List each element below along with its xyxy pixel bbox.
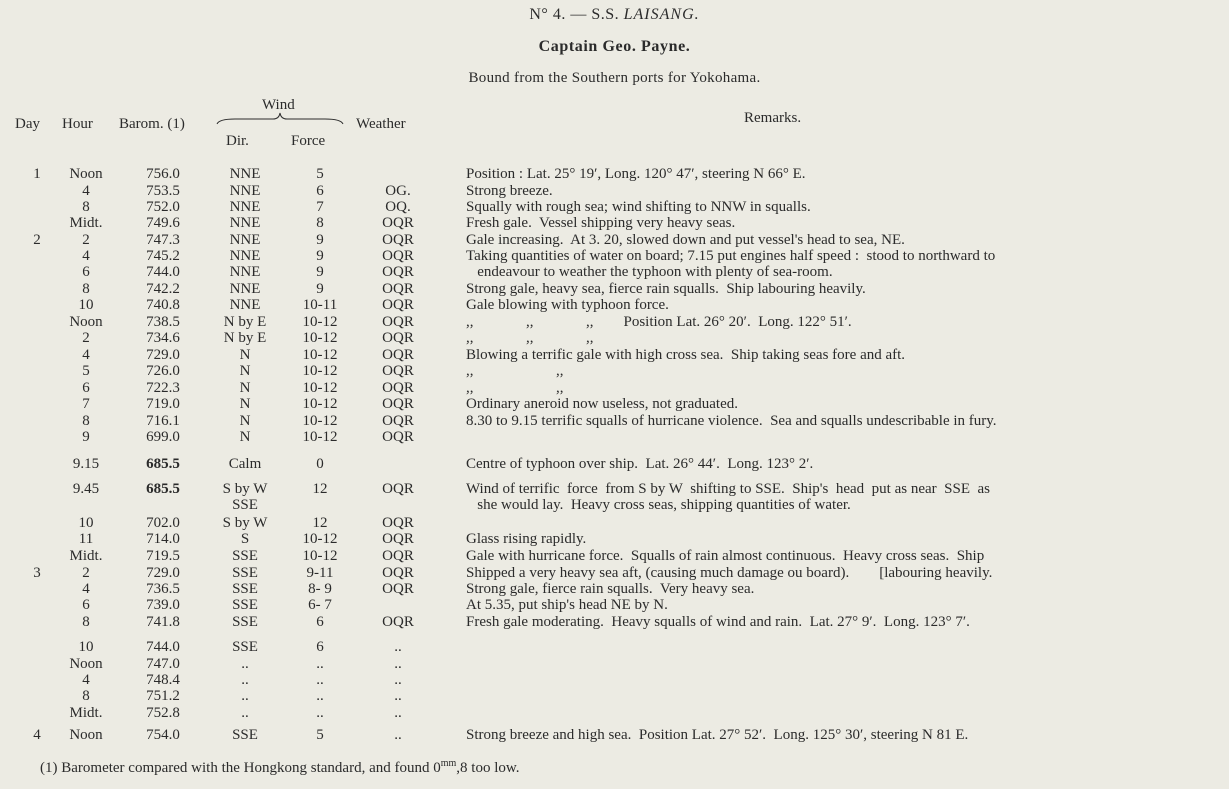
cell-remarks: Taking quantities of water on board; 7.15 put engines half speed : stood to northward to [466, 248, 996, 264]
cell-barom: 734.6 [146, 330, 180, 346]
cell-hour: 6 [82, 597, 90, 613]
cell-dir: NNE [229, 215, 261, 231]
cell-hour: 2 [82, 232, 90, 248]
cell-dir: S by W [222, 481, 268, 497]
cell-weather: OQR [382, 481, 414, 497]
cell-force: 6 [316, 183, 324, 199]
cell-barom: 747.0 [146, 656, 180, 672]
cell-dir: NNE [229, 281, 261, 297]
route-line: Bound from the Southern ports for Yokohama. [468, 70, 761, 86]
table-row [0, 640, 1229, 655]
cell-hour: 9.15 [72, 456, 100, 472]
cell-hour: 2 [82, 565, 90, 581]
cell-weather: OQR [382, 363, 414, 379]
cell-dir: S [240, 531, 250, 547]
cell-weather: .. [394, 656, 402, 672]
cell-weather: .. [394, 688, 402, 704]
cell-hour: 7 [82, 396, 90, 412]
col-header-weather: Weather [356, 116, 406, 132]
cell-remarks: Gale with hurricane force. Squalls of rain almost continuous. Heavy cross seas. Ship [466, 548, 985, 564]
cell-weather: OQR [382, 614, 414, 630]
footnote [40, 758, 520, 777]
cell-weather: .. [394, 727, 402, 743]
cell-remarks: Shipped a very heavy sea aft, (causing much damage ou board). [labouring heavily. [466, 565, 993, 581]
cell-force: 10-12 [302, 347, 338, 363]
cell-barom: 754.0 [146, 727, 180, 743]
cell-barom: 714.0 [146, 531, 180, 547]
cell-remarks: ,, ,, ,, [466, 330, 594, 346]
cell-hour: 11 [78, 531, 94, 547]
cell-remarks: she would lay. Heavy cross seas, shipping quantities of water. [466, 497, 851, 513]
cell-hour: 9.45 [72, 481, 100, 497]
cell-barom: 699.0 [146, 429, 180, 445]
cell-force: 9 [316, 264, 324, 280]
cell-dir: SSE [232, 565, 258, 581]
cell-weather: OQR [382, 314, 414, 330]
cell-force: 12 [312, 515, 328, 531]
col-header-barom: Barom. (1) [119, 116, 185, 132]
table-row [0, 397, 1229, 412]
cell-remarks: ,, ,, [466, 380, 564, 396]
cell-barom: 745.2 [146, 248, 180, 264]
cell-remarks: Gale increasing. At 3. 20, slowed down and put vessel's head to sea, NE. [466, 232, 905, 248]
cell-remarks: Squally with rough sea; wind shifting to NNW in squalls. [466, 199, 811, 215]
wind-brace-icon [215, 111, 345, 125]
cell-force: .. [316, 688, 324, 704]
cell-hour: Noon [69, 166, 103, 182]
cell-weather: OQR [382, 548, 414, 564]
cell-force: 0 [316, 456, 324, 472]
table-row [0, 657, 1229, 672]
cell-remarks: Glass rising rapidly. [466, 531, 587, 547]
cell-force: .. [316, 656, 324, 672]
cell-dir: SSE [232, 614, 258, 630]
cell-hour: Noon [69, 727, 103, 743]
cell-force: 9 [316, 248, 324, 264]
table-row [0, 348, 1229, 363]
col-header-dir: Dir. [226, 133, 249, 149]
cell-barom: 738.5 [146, 314, 180, 330]
cell-dir: SSE [232, 581, 258, 597]
cell-weather: OQR [382, 413, 414, 429]
cell-weather: OQR [382, 264, 414, 280]
cell-hour: 4 [82, 183, 90, 199]
cell-barom: 719.5 [146, 548, 180, 564]
cell-dir: .. [241, 672, 249, 688]
cell-day: 3 [33, 565, 41, 581]
cell-force: 6- 7 [308, 597, 332, 613]
cell-barom: 716.1 [146, 413, 180, 429]
table-row [0, 282, 1229, 297]
table-row [0, 315, 1229, 330]
cell-dir: .. [241, 688, 249, 704]
table-row [0, 582, 1229, 597]
cell-hour: 4 [82, 248, 90, 264]
cell-remarks: Fresh gale. Vessel shipping very heavy seas. [466, 215, 736, 231]
cell-weather: OQR [382, 248, 414, 264]
table-row [0, 331, 1229, 346]
cell-remarks: Position : Lat. 25° 19′, Long. 120° 47′, steering N 66° E. [466, 166, 806, 182]
table-row [0, 516, 1229, 531]
footnote-unit: mm [440, 758, 457, 769]
cell-weather: OQR [382, 531, 414, 547]
table-row [0, 430, 1229, 445]
cell-weather: .. [394, 672, 402, 688]
col-header-wind: Wind [262, 97, 295, 113]
table-row [0, 706, 1229, 721]
cell-force: 10-12 [302, 330, 338, 346]
cell-dir: SSE [232, 497, 258, 513]
table-row [0, 381, 1229, 396]
footnote-text: (1) Barometer compared with the Hongkong standard, and found 0 [40, 760, 441, 776]
cell-weather: OQR [382, 515, 414, 531]
cell-remarks: Strong gale, heavy sea, fierce rain squalls. Ship labouring heavily. [466, 281, 866, 297]
cell-remarks: Gale blowing with typhoon force. [466, 297, 669, 313]
cell-barom: 756.0 [146, 166, 180, 182]
cell-barom: 740.8 [146, 297, 180, 313]
cell-hour: Midt. [69, 548, 103, 564]
cell-dir: N [239, 380, 251, 396]
cell-hour: 8 [82, 281, 90, 297]
cell-weather: OQR [382, 565, 414, 581]
cell-force: 9 [316, 232, 324, 248]
cell-barom: 729.0 [146, 565, 180, 581]
cell-hour: 8 [82, 614, 90, 630]
cell-remarks: Blowing a terrific gale with high cross sea. Ship taking seas fore and aft. [466, 347, 906, 363]
cell-remarks: Ordinary aneroid now useless, not graduated. [466, 396, 739, 412]
cell-barom: 722.3 [146, 380, 180, 396]
table-row [0, 184, 1229, 199]
table-row [0, 615, 1229, 630]
cell-barom: 753.5 [146, 183, 180, 199]
cell-dir: N [239, 396, 251, 412]
cell-weather: OQR [382, 281, 414, 297]
cell-weather: OQ. [385, 199, 411, 215]
cell-force: 9-11 [306, 565, 334, 581]
ship-number-title [0, 6, 1229, 24]
cell-barom: 744.0 [146, 639, 180, 655]
cell-dir: N [239, 363, 251, 379]
cell-barom: 748.4 [146, 672, 180, 688]
cell-dir: S by W [222, 515, 268, 531]
cell-hour: 8 [82, 413, 90, 429]
cell-barom: 747.3 [146, 232, 180, 248]
cell-hour: 10 [78, 515, 94, 531]
footnote-end: ,8 too low. [456, 760, 520, 776]
cell-barom: 719.0 [146, 396, 180, 412]
table-row [0, 728, 1229, 743]
cell-barom: 749.6 [146, 215, 180, 231]
table-row [0, 298, 1229, 313]
cell-force: 10-12 [302, 531, 338, 547]
cell-weather: OQR [382, 396, 414, 412]
cell-weather: OQR [382, 581, 414, 597]
cell-hour: 6 [82, 380, 90, 396]
cell-dir: N by E [223, 330, 267, 346]
cell-hour: 9 [82, 429, 90, 445]
cell-barom: 751.2 [146, 688, 180, 704]
cell-force: 10-12 [302, 314, 338, 330]
cell-hour: Noon [69, 656, 103, 672]
cell-hour: 4 [82, 672, 90, 688]
table-row [0, 414, 1229, 429]
table-row [0, 566, 1229, 581]
cell-force: 8 [316, 215, 324, 231]
cell-hour: 8 [82, 199, 90, 215]
cell-day: 1 [33, 166, 41, 182]
cell-force: 5 [316, 166, 324, 182]
ship-number: N° 4. — S.S. [529, 6, 620, 23]
col-header-force: Force [291, 133, 326, 149]
table-row [0, 532, 1229, 547]
table-row [0, 233, 1229, 248]
cell-force: 10-12 [302, 380, 338, 396]
cell-remarks: endeavour to weather the typhoon with plenty of sea-room. [466, 264, 833, 280]
cell-barom: 741.8 [146, 614, 180, 630]
cell-barom: 736.5 [146, 581, 180, 597]
cell-force: 10-11 [302, 297, 338, 313]
cell-remarks: Strong breeze and high sea. Position Lat. 27° 52′. Long. 125° 30′, steering N 81 E. [466, 727, 969, 743]
table-row [0, 200, 1229, 215]
table-row [0, 364, 1229, 379]
table-row [0, 498, 1229, 513]
cell-barom: 739.0 [146, 597, 180, 613]
cell-barom: 742.2 [146, 281, 180, 297]
table-row [0, 482, 1229, 497]
cell-remarks: ,, ,, ,, Position Lat. 26° 20′. Long. 122° 51′. [466, 314, 852, 330]
cell-weather: OG. [385, 183, 411, 199]
cell-dir: NNE [229, 199, 261, 215]
cell-barom: 752.0 [146, 199, 180, 215]
cell-barom: 752.8 [146, 705, 180, 721]
cell-force: 7 [316, 199, 324, 215]
cell-remarks: Strong breeze. [466, 183, 553, 199]
cell-barom: 744.0 [146, 264, 180, 280]
cell-remarks: Wind of terrific force from S by W shifting to SSE. Ship's head put as near SSE as [466, 481, 990, 497]
cell-force: 10-12 [302, 548, 338, 564]
cell-barom: 702.0 [146, 515, 180, 531]
cell-force: 10-12 [302, 429, 338, 445]
cell-dir: SSE [232, 548, 258, 564]
cell-dir: NNE [229, 183, 261, 199]
cell-weather: .. [394, 639, 402, 655]
cell-day: 4 [33, 727, 41, 743]
cell-force: 10-12 [302, 396, 338, 412]
cell-weather: OQR [382, 330, 414, 346]
cell-hour: Midt. [69, 215, 103, 231]
table-row [0, 598, 1229, 613]
cell-dir: SSE [232, 727, 258, 743]
col-header-hour: Hour [62, 116, 93, 132]
cell-force: 6 [316, 639, 324, 655]
cell-dir: .. [241, 656, 249, 672]
cell-weather: OQR [382, 232, 414, 248]
cell-barom: 685.5 [146, 456, 180, 472]
table-row [0, 457, 1229, 472]
col-header-day: Day [15, 116, 40, 132]
cell-dir: NNE [229, 297, 261, 313]
cell-weather: OQR [382, 429, 414, 445]
table-row [0, 216, 1229, 231]
cell-remarks: Centre of typhoon over ship. Lat. 26° 44′. Long. 123° 2′. [466, 456, 814, 472]
cell-remarks: At 5.35, put ship's head NE by N. [466, 597, 668, 613]
cell-force: 5 [316, 727, 324, 743]
cell-barom: 685.5 [146, 481, 180, 497]
cell-dir: .. [241, 705, 249, 721]
cell-weather: .. [394, 705, 402, 721]
cell-force: 12 [312, 481, 328, 497]
table-row [0, 265, 1229, 280]
cell-hour: 4 [82, 581, 90, 597]
cell-force: 10-12 [302, 363, 338, 379]
cell-remarks: ,, ,, [466, 363, 564, 379]
cell-barom: 726.0 [146, 363, 180, 379]
cell-remarks: 8.30 to 9.15 terrific squalls of hurricane violence. Sea and squalls undescribable in fury. [466, 413, 997, 429]
cell-hour: Noon [69, 314, 103, 330]
cell-dir: NNE [229, 232, 261, 248]
cell-remarks: Strong gale, fierce rain squalls. Very heavy sea. [466, 581, 755, 597]
cell-dir: N [239, 413, 251, 429]
cell-dir: N [239, 347, 251, 363]
ship-name: LAISANG. [623, 6, 700, 23]
table-row [0, 689, 1229, 704]
cell-hour: 5 [82, 363, 90, 379]
cell-weather: OQR [382, 380, 414, 396]
cell-weather: OQR [382, 215, 414, 231]
cell-hour: 4 [82, 347, 90, 363]
cell-dir: NNE [229, 166, 261, 182]
cell-dir: NNE [229, 248, 261, 264]
cell-hour: 6 [82, 264, 90, 280]
cell-barom: 729.0 [146, 347, 180, 363]
cell-dir: N by E [223, 314, 267, 330]
cell-force: 9 [316, 281, 324, 297]
cell-dir: NNE [229, 264, 261, 280]
col-header-remarks: Remarks. [744, 110, 802, 126]
table-row [0, 249, 1229, 264]
cell-weather: OQR [382, 297, 414, 313]
cell-force: 6 [316, 614, 324, 630]
cell-hour: Midt. [69, 705, 103, 721]
cell-dir: SSE [232, 639, 258, 655]
table-row [0, 673, 1229, 688]
cell-day: 2 [33, 232, 41, 248]
cell-dir: N [239, 429, 251, 445]
cell-hour: 10 [78, 297, 94, 313]
cell-dir: SSE [232, 597, 258, 613]
captain-line: Captain Geo. Payne. [538, 38, 691, 55]
cell-force: .. [316, 672, 324, 688]
cell-force: 10-12 [302, 413, 338, 429]
cell-dir: Calm [228, 456, 262, 472]
table-row [0, 167, 1229, 182]
cell-hour: 2 [82, 330, 90, 346]
cell-force: .. [316, 705, 324, 721]
cell-weather: OQR [382, 347, 414, 363]
cell-force: 8- 9 [308, 581, 332, 597]
cell-hour: 10 [78, 639, 94, 655]
cell-remarks: Fresh gale moderating. Heavy squalls of wind and rain. Lat. 27° 9′. Long. 123° 7′. [466, 614, 970, 630]
cell-hour: 8 [82, 688, 90, 704]
table-row [0, 549, 1229, 564]
